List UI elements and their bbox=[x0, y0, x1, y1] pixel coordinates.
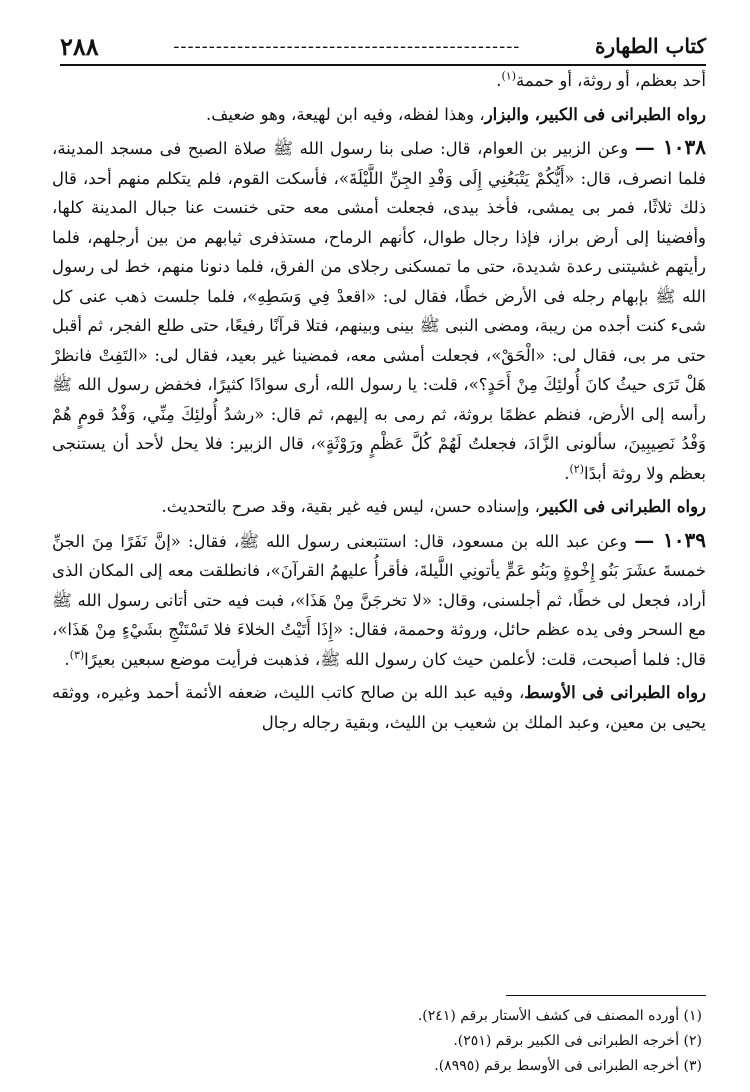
hadith-number: ١٠٣٩ — bbox=[634, 527, 706, 552]
source-citation: رواه الطبرانى فى الكبير bbox=[540, 497, 706, 516]
hadith-1039: ١٠٣٩ — وعن عبد الله بن مسعود، قال: استتبعنى رسول الله ﷺ، فقال: «إنَّ نَفَرًا مِنَ الجنِّ خمسةَ عشَرَ بَنُو إِخْوةٍ وبَنُو عَمٍّ يأتونِي اللَّيلةَ، فأقرأُ عليهمُ القرآنَ»، فانطلقت معه إلى المكان الذى أراد، فجعل لى خطًا، ثم أجلسنى، وقال: «لا تخرجَنَّ مِنْ هَذَا»، فبت فيه حتى أتانى رسول الله ﷺ مع السحر وفى يده عظم حائل، وروثة وحممة، فقال: «إِذَا أَتَيْتُ الخلاءَ فلا تَسْتَنْجِ بشَيْءٍ مِنْ هَذَا»، قال: فلما أصبحت، قلت: لأعلمن حيث كان رسول الله ﷺ، فذهبت فرأيت موضع سبعين بعيرًا$^{(٣)}$. bbox=[52, 527, 706, 669]
header-rule: ------------------------------------------------- bbox=[173, 35, 521, 57]
footnote: (٢) أخرجه الطبرانى فى الكبير برقم (٢٥١). bbox=[453, 1033, 702, 1049]
source-citation: رواه الطبرانى فى الأوسط bbox=[524, 683, 707, 702]
text-paragraph: أحد بعظم، أو روثة، أو حممة$^{(١)}$. bbox=[496, 69, 706, 90]
footnote: (١) أورده المصنف فى كشف الأستار برقم (٢٤١). bbox=[417, 1008, 702, 1024]
hadith-text: وعن عبد الله بن مسعود، قال: استتبعنى رسول الله ﷺ، فقال: «إنَّ نَفَرًا مِنَ الجنِّ خمسةَ عشَرَ بَنُو إِخْوةٍ وبَنُو عَمٍّ يأتونِي اللَّيلةَ، فأقرأُ عليهمُ القرآنَ»، فانطلقت معه إلى المكان الذى أراد، فجعل لى خطًا، ثم أجلسنى، وقال: «لا تخرجَنَّ مِنْ هَذَا»، فبت فيه حتى أتانى رسول الله ﷺ مع السحر وفى يده عظم حائل، وروثة وحممة، فقال: «إِذَا أَتَيْتُ الخلاءَ فلا تَسْتَنْجِ بشَيْءٍ مِنْ هَذَا»، قال: فلما أصبحت، قلت: لأعلمن حيث كان رسول الله ﷺ، فذهبت فرأيت موضع سبعين بعيرًا bbox=[52, 531, 706, 669]
footnote-ref: (٣) bbox=[69, 648, 85, 661]
source-paragraph: رواه الطبرانى فى الكبير، والبزار، وهذا لفظه، وفيه ابن لهيعة، وهو ضعيف. bbox=[206, 104, 706, 124]
source-paragraph: رواه الطبرانى فى الكبير، وإسناده حسن، ليس فيه غير بقية، وقد صرح بالتحديث. bbox=[161, 497, 706, 516]
footnote-ref: (١) bbox=[501, 69, 516, 83]
page-header bbox=[60, 28, 706, 66]
footnote: (٣) أخرجه الطبرانى فى الأوسط برقم (٨٩٩٥). bbox=[434, 1058, 702, 1074]
page-number: ٢٨٨ bbox=[60, 31, 99, 61]
source-paragraph: رواه الطبرانى فى الأوسط، وفيه عبد الله بن صالح كاتب الليث، ضعفه الأئمة أحمد وغيره، ووثقه يحيى بن معين، وعبد الملك بن شعيب بن الليث، وبقية رجاله رجال bbox=[52, 683, 707, 732]
running-title: كتاب الطهارة bbox=[595, 34, 706, 58]
footnote-ref: (٢) bbox=[569, 462, 585, 475]
hadith-1038: ١٠٣٨ — وعن الزبير بن العوام، قال: صلى بنا رسول الله ﷺ صلاة الصبح فى مسجد المدينة، فلما انصرف، قال: «أَيُّكُمْ يَتْبَعُنِي إِلَى وَفْدِ الجِنِّ اللَّيْلَةَ»، فأسكت القوم، فلم يتكلم منهم أحد، قال ذلك ثلاثًا، فمر بى يمشى، فأخذ بيدى، فجعلت أمشى معه حتى خنست عنا جبال المدينة كلها، وأفضينا إلى أرض براز، فإذا رجال طوال، كأنهم الرماح، مستذفرى ثيابهم من بين أرجلهم، فلما رأيتهم غشيتنى رعدة شديدة، حتى ما تمسكنى رجلاى من الفرق، فلما دنونا منهم، خط لى رسول الله ﷺ بإبهام رجله فى الأرض خطًا، فقال لى: «اقعدْ فِي وَسَطِهِ»، فلما جلست ذهب عنى كل شىء كنت أجده من ريبة، ومضى النبى ﷺ بينى وبينهم، فتلا قرآنًا رفيعًا، حتى طلع الفجر، ثم أقبل حتى مر بى، فقال لى: «الْحَقْ»، فجعلت أمشى معه، فمضينا غير بعيد، فقال لى: «التَفِتْ فانظرْ هَلْ تَرَى حيثُ كانَ أُولئِكَ مِنْ أَحَدٍ؟»، قلت: يا رسول الله، أرى سوادًا كثيرًا، فخفض رسول الله ﷺ رأسه إلى الأرض، فنظم عظمًا بروثة، ثم رمى به إليهم، ثم قال: «رشدُ أُولئِكَ مِنِّي، وَفْدُ قومٍ هُمْ وَفْدُ نَصِيبِينَ، سألونى الزَّادَ، فجعلتُ لَهُمْ كُلَّ عَظْمٍ ورَوْثَةٍ»، قال الزبير: فلا يحل لأحد أن يستنجى بعظم ولا روثة أبدًا$^{(٢)}$. bbox=[52, 135, 706, 483]
hadith-number: ١٠٣٨ — bbox=[634, 135, 706, 159]
page-body bbox=[52, 66, 706, 737]
footnotes bbox=[60, 1004, 702, 1079]
hadith-text: وعن الزبير بن العوام، قال: صلى بنا رسول الله ﷺ صلاة الصبح فى مسجد المدينة، فلما انصرف، قال: «أَيُّكُمْ يَتْبَعُنِي إِلَى وَفْدِ الجِنِّ اللَّيْلَةَ»، فأسكت القوم، فلم يتكلم منهم أحد، قال ذلك ثلاثًا، فمر بى يمشى، فأخذ بيدى، فجعلت أمشى معه حتى خنست عنا جبال المدينة كلها، وأفضينا إلى أرض براز، فإذا رجال طوال، كأنهم الرماح، مستذفرى ثيابهم من بين أرجلهم، فلما رأيتهم غشيتنى رعدة شديدة، حتى ما تمسكنى رجلاى من الفرق، فلما دنونا منهم، خط لى رسول الله ﷺ بإبهام رجله فى الأرض خطًا، فقال لى: «اقعدْ فِي وَسَطِهِ»، فلما جلست ذهب عنى كل شىء كنت أجده من ريبة، ومضى النبى ﷺ بينى وبينهم، فتلا قرآنًا رفيعًا، حتى طلع الفجر، ثم أقبل حتى مر بى، فقال لى: «الْحَقْ»، فجعلت أمشى معه، فمضينا غير بعيد، فقال لى: «التَفِتْ فانظرْ هَلْ تَرَى حيثُ كانَ أُولئِكَ مِنْ أَحَدٍ؟»، قلت: يا رسول الله، أرى سوادًا كثيرًا، فخفض رسول الله ﷺ رأسه إلى الأرض، فنظم عظمًا بروثة، ثم رمى به إليهم، ثم قال: «رشدُ أُولئِكَ مِنِّي، وَفْدُ قومٍ هُمْ وَفْدُ نَصِيبِينَ، سألونى الزَّادَ، فجعلتُ لَهُمْ كُلَّ عَظْمٍ ورَوْثَةٍ»، قال الزبير: فلا يحل لأحد أن يستنجى بعظم ولا روثة أبدًا bbox=[52, 139, 706, 483]
footnote-separator bbox=[506, 995, 706, 996]
source-citation: رواه الطبرانى فى الكبير، والبزار bbox=[484, 104, 706, 124]
